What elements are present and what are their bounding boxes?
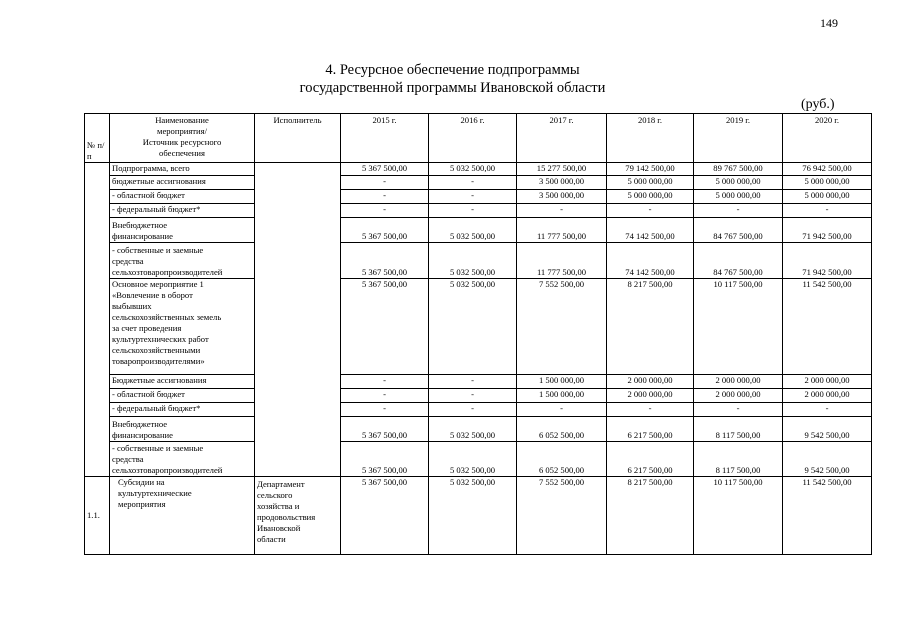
row-name: Основное мероприятие 1 «Вовлечение в оборот выбывших сельскохозяйственных земель за счет проведения культуртехнических работ сельскохозяйственными товаропроизводителями»: [110, 279, 255, 375]
row-value-2017: 7 552 500,00: [517, 279, 607, 375]
row-value-2018: 5 000 000,00: [607, 176, 694, 190]
row-value-2019: 84 767 500,00: [694, 218, 783, 243]
row-value-2018: 2 000 000,00: [607, 389, 694, 403]
row-value-2019: 8 117 500,00: [694, 417, 783, 442]
row-executor: [255, 163, 341, 477]
row-value-2019: 2 000 000,00: [694, 389, 783, 403]
header-year-2015: 2015 г.: [341, 114, 429, 163]
row-name: - собственные и заемные средства сельхозтоваропроизводителей: [110, 243, 255, 279]
table-row: [85, 218, 872, 243]
row-value-2017: 3 500 000,00: [517, 190, 607, 204]
row-value-2020: 5 000 000,00: [783, 190, 872, 204]
row-value-2015: 5 367 500,00: [341, 163, 429, 176]
header-year-2020: 2020 г.: [783, 114, 872, 163]
row-name: бюджетные ассигнования: [110, 176, 255, 190]
row-value-2016: 5 032 500,00: [429, 163, 517, 176]
page-number: 149: [820, 16, 838, 30]
sub-row-executor: Департамент сельского хозяйства и продовольствия Ивановской области: [255, 477, 341, 555]
header-year-2019: 2019 г.: [694, 114, 783, 163]
row-value-2015: 5 367 500,00: [341, 279, 429, 375]
row-value-2019: 5 000 000,00: [694, 190, 783, 204]
row-value-2016: 5 032 500,00: [429, 442, 517, 477]
row-value-2018: 5 000 000,00: [607, 190, 694, 204]
row-value-2015: -: [341, 204, 429, 218]
row-value-2017: -: [517, 204, 607, 218]
row-value-2015: -: [341, 190, 429, 204]
row-value-2015: 5 367 500,00: [341, 243, 429, 279]
sub-row-value-2016: 5 032 500,00: [429, 477, 517, 555]
header-year-2016: 2016 г.: [429, 114, 517, 163]
row-value-2016: -: [429, 190, 517, 204]
header-name: Наименование мероприятия/ Источник ресурсного обеспечения: [110, 114, 255, 163]
table-title-line-1: 4. Ресурсное обеспечение подпрограммы: [325, 62, 580, 78]
row-name: Внебюджетное финансирование: [110, 218, 255, 243]
header-year-2017: 2017 г.: [517, 114, 607, 163]
row-value-2019: 10 117 500,00: [694, 279, 783, 375]
table-row: [85, 243, 872, 279]
row-value-2018: -: [607, 204, 694, 218]
row-value-2016: -: [429, 375, 517, 389]
sub-row-value-2015: 5 367 500,00: [341, 477, 429, 555]
row-value-2015: -: [341, 403, 429, 417]
sub-row-name: Субсидии на культуртехнические мероприятия: [110, 477, 255, 555]
sub-row-value-2018: 8 217 500,00: [607, 477, 694, 555]
row-value-2017: 1 500 000,00: [517, 389, 607, 403]
table-row: [85, 442, 872, 477]
row-value-2017: -: [517, 403, 607, 417]
table-row: [85, 389, 872, 403]
row-value-2017: 6 052 500,00: [517, 442, 607, 477]
row-value-2020: 2 000 000,00: [783, 375, 872, 389]
table-row: [85, 176, 872, 190]
row-value-2019: -: [694, 204, 783, 218]
row-num-cell: [85, 163, 110, 477]
row-value-2018: -: [607, 403, 694, 417]
table-row-subsidy: [85, 477, 872, 555]
header-executor: Исполнитель: [255, 114, 341, 163]
row-value-2020: 76 942 500,00: [783, 163, 872, 176]
row-value-2016: -: [429, 389, 517, 403]
sub-row-value-2020: 11 542 500,00: [783, 477, 872, 555]
row-name: - федеральный бюджет*: [110, 204, 255, 218]
resource-table: [84, 113, 872, 555]
table-row: [85, 204, 872, 218]
row-value-2020: 11 542 500,00: [783, 279, 872, 375]
row-value-2020: 9 542 500,00: [783, 417, 872, 442]
row-value-2020: -: [783, 204, 872, 218]
row-value-2020: 71 942 500,00: [783, 218, 872, 243]
row-value-2018: 74 142 500,00: [607, 218, 694, 243]
row-value-2015: -: [341, 375, 429, 389]
row-name: - областной бюджет: [110, 190, 255, 204]
row-value-2018: 79 142 500,00: [607, 163, 694, 176]
sub-row-value-2019: 10 117 500,00: [694, 477, 783, 555]
row-value-2020: 5 000 000,00: [783, 176, 872, 190]
row-value-2016: 5 032 500,00: [429, 243, 517, 279]
table-row: [85, 403, 872, 417]
row-value-2019: 5 000 000,00: [694, 176, 783, 190]
table-row: [85, 190, 872, 204]
table-row: [85, 375, 872, 389]
sub-row-value-2017: 7 552 500,00: [517, 477, 607, 555]
row-name: Подпрограмма, всего: [110, 163, 255, 176]
row-value-2018: 74 142 500,00: [607, 243, 694, 279]
row-value-2018: 2 000 000,00: [607, 375, 694, 389]
sub-row-num: 1.1.: [85, 477, 110, 555]
row-value-2017: 11 777 500,00: [517, 218, 607, 243]
row-value-2020: 71 942 500,00: [783, 243, 872, 279]
row-value-2016: 5 032 500,00: [429, 218, 517, 243]
row-value-2015: -: [341, 389, 429, 403]
table-row: [85, 417, 872, 442]
row-value-2017: 3 500 000,00: [517, 176, 607, 190]
row-value-2017: 15 277 500,00: [517, 163, 607, 176]
row-value-2016: -: [429, 403, 517, 417]
row-value-2015: 5 367 500,00: [341, 218, 429, 243]
row-value-2020: 2 000 000,00: [783, 389, 872, 403]
row-value-2020: -: [783, 403, 872, 417]
row-value-2017: 6 052 500,00: [517, 417, 607, 442]
row-name: Внебюджетное финансирование: [110, 417, 255, 442]
row-value-2019: 2 000 000,00: [694, 375, 783, 389]
table-row: [85, 163, 872, 176]
row-value-2016: -: [429, 204, 517, 218]
row-value-2015: 5 367 500,00: [341, 417, 429, 442]
row-value-2020: 9 542 500,00: [783, 442, 872, 477]
row-value-2019: 89 767 500,00: [694, 163, 783, 176]
row-value-2016: 5 032 500,00: [429, 417, 517, 442]
row-value-2019: 84 767 500,00: [694, 243, 783, 279]
header-num: № п/п: [85, 114, 110, 163]
header-year-2018: 2018 г.: [607, 114, 694, 163]
table-title-line-2: государственной программы Ивановской области: [299, 80, 606, 96]
row-value-2018: 8 217 500,00: [607, 279, 694, 375]
row-value-2015: -: [341, 176, 429, 190]
header-row: [85, 114, 872, 163]
row-value-2016: 5 032 500,00: [429, 279, 517, 375]
row-value-2018: 6 217 500,00: [607, 442, 694, 477]
row-value-2019: 8 117 500,00: [694, 442, 783, 477]
row-value-2015: 5 367 500,00: [341, 442, 429, 477]
row-name: - федеральный бюджет*: [110, 403, 255, 417]
currency-unit: (руб.): [801, 97, 835, 112]
row-value-2017: 11 777 500,00: [517, 243, 607, 279]
row-name: - собственные и заемные средства сельхозтоваропроизводителей: [110, 442, 255, 477]
row-value-2017: 1 500 000,00: [517, 375, 607, 389]
row-name: - областной бюджет: [110, 389, 255, 403]
row-value-2019: -: [694, 403, 783, 417]
row-name: Бюджетные ассигнования: [110, 375, 255, 389]
row-value-2016: -: [429, 176, 517, 190]
row-value-2018: 6 217 500,00: [607, 417, 694, 442]
table-row: [85, 279, 872, 375]
